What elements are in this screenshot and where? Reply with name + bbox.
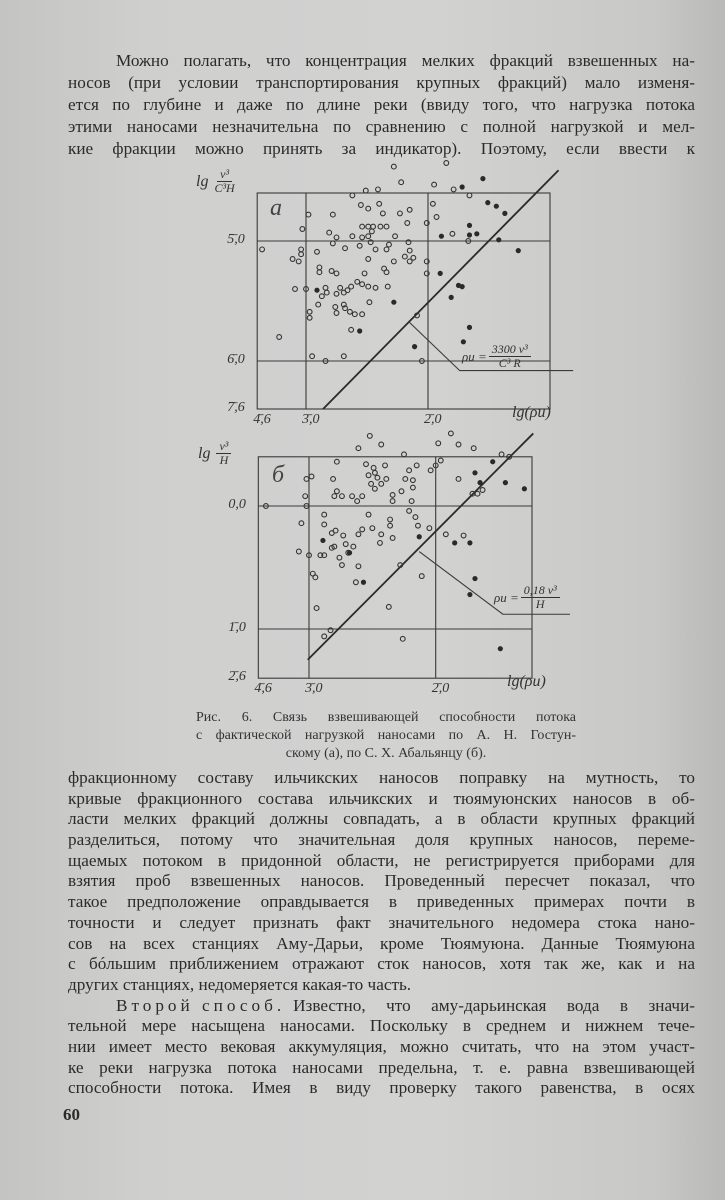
x-tick-label: 4̄,6 xyxy=(253,412,271,427)
y-label-numerator: v³ xyxy=(216,440,231,454)
text-line: щаемых потоком в придонной области, не регистрируется приборами для xyxy=(68,850,695,870)
data-point-open xyxy=(313,575,318,580)
text-line: нии имеет место вековая аккумуляция, можно считать, что на этом участ- xyxy=(68,1036,695,1056)
data-point-open xyxy=(461,533,466,538)
data-point-open xyxy=(296,549,301,554)
data-point-open xyxy=(409,499,414,504)
data-point-open xyxy=(337,555,342,560)
data-point-open xyxy=(390,493,395,498)
data-point-filled xyxy=(498,646,503,651)
equation-denominator: C³ R xyxy=(498,356,521,370)
text-line: разделиться, потому что значительная доля крупных наносов, переме- xyxy=(68,830,695,850)
figure-caption xyxy=(196,709,576,763)
data-point-open xyxy=(407,468,412,473)
data-point-open xyxy=(410,485,415,490)
data-point-open xyxy=(309,474,314,479)
equation-numerator: 3300 v³ xyxy=(489,343,531,357)
text-line: ется по глубине и даже по длине реки (ввиду того, что нагрузка потока xyxy=(68,95,695,114)
text-line: ласти мелких фракций должны совпадать, а в области крупных фракций xyxy=(68,809,695,829)
data-point-filled xyxy=(472,576,477,581)
data-point-open xyxy=(400,636,405,641)
data-point-open xyxy=(379,481,384,486)
y-label-numerator: v³ xyxy=(217,168,232,182)
data-point-filled xyxy=(452,540,457,545)
data-point-open xyxy=(375,475,380,480)
section-lead: Второй способ. xyxy=(116,995,286,1015)
data-point-filled xyxy=(490,459,495,464)
data-point-filled xyxy=(472,470,477,475)
data-point-open xyxy=(329,531,334,536)
data-point-open xyxy=(314,606,319,611)
data-point-open xyxy=(436,441,441,446)
data-point-open xyxy=(410,478,415,483)
data-point-open xyxy=(334,459,339,464)
data-point-filled xyxy=(522,486,527,491)
data-point-open xyxy=(413,515,418,520)
data-point-open xyxy=(322,634,327,639)
text-fragment: Известно, что аму-дарьинская вода в значи- xyxy=(293,995,695,1015)
data-point-open xyxy=(456,442,461,447)
equation-numerator: 0,18 v³ xyxy=(521,584,560,598)
x-tick-label: 2̄,0 xyxy=(424,412,442,427)
data-point-open xyxy=(384,477,389,482)
text-line: точности и следует признать факт значительного недомера стока нано- xyxy=(68,912,695,932)
y-tick-label: 5̄,0 xyxy=(227,232,245,247)
data-point-open xyxy=(403,477,408,482)
data-point-open xyxy=(390,536,395,541)
data-point-open xyxy=(407,509,412,514)
x-tick-label: 4̄,6 xyxy=(254,681,272,697)
body-paragraph xyxy=(68,768,695,1099)
data-point-open xyxy=(343,542,348,547)
data-point-open xyxy=(372,486,377,491)
y-tick-label: 1̄,0 xyxy=(228,620,246,635)
data-point-open xyxy=(390,499,395,504)
data-point-open xyxy=(388,523,393,528)
text-line: с бóльшим приближением отражают сток наносов, хотя так же, как и на xyxy=(68,954,695,974)
text-line xyxy=(68,996,695,1017)
data-point-filled xyxy=(467,540,472,545)
data-point-open xyxy=(456,477,461,482)
data-point-open xyxy=(383,463,388,468)
data-point-open xyxy=(428,468,433,473)
data-point-open xyxy=(356,446,361,451)
data-point-open xyxy=(419,574,424,579)
data-point-filled xyxy=(477,480,482,485)
data-point-open xyxy=(388,517,393,522)
page-number: 60 xyxy=(63,1105,80,1124)
y-label-prefix: lg xyxy=(196,172,209,190)
data-point-open xyxy=(386,604,391,609)
text-line: такое предположение оправдывается в приведенных примерах почти в xyxy=(68,892,695,912)
data-point-open xyxy=(449,431,454,436)
data-point-open xyxy=(443,532,448,537)
data-point-open xyxy=(366,512,371,517)
chart-b-equation xyxy=(494,584,560,611)
data-point-open xyxy=(299,521,304,526)
data-point-filled xyxy=(467,592,472,597)
text-line: других станциях, недомеряется какая-то часть. xyxy=(68,974,412,994)
data-point-open xyxy=(370,526,375,531)
data-point-open xyxy=(341,533,346,538)
text-line: этими наносами незначительна по сравнению с полной нагрузкой и мел- xyxy=(68,117,695,136)
data-point-open xyxy=(427,526,432,531)
data-point-filled xyxy=(347,550,352,555)
caption-line: Рис. 6. Связь взвешивающей способности потока xyxy=(196,710,576,725)
data-point-open xyxy=(371,465,376,470)
plot-frame xyxy=(258,457,532,678)
data-point-filled xyxy=(320,538,325,543)
equation-fraction xyxy=(521,584,560,611)
text-line: взятия проб взвешенных наносов. Проведенный пересчет показал, что xyxy=(68,871,695,891)
x-tick-label: 2̄,0 xyxy=(431,681,450,697)
data-point-open xyxy=(356,532,361,537)
y-label-denominator: H xyxy=(219,453,229,467)
data-point-open xyxy=(475,491,480,496)
data-point-open xyxy=(322,512,327,517)
text-line: Можно полагать, что концентрация мелких фракций взвешенных на- xyxy=(116,51,695,70)
data-point-open xyxy=(350,494,355,499)
text-line: ке реки нагрузка потока наносами предельна, т. е. равна взвешивающей xyxy=(68,1057,695,1077)
data-point-open xyxy=(340,494,345,499)
data-point-open xyxy=(332,494,337,499)
data-point-open xyxy=(322,522,327,527)
data-point-open xyxy=(369,481,374,486)
y-label-fraction xyxy=(216,440,231,467)
data-point-open xyxy=(499,452,504,457)
text-line: кривые фракционного состава ильчикских и тюямуюнских наносов в об- xyxy=(68,788,695,808)
data-point-open xyxy=(331,477,336,482)
data-point-open xyxy=(416,523,421,528)
x-tick-label: 3̄,0 xyxy=(305,681,323,697)
text-line: сов на всех станциях Аму-Дарьи, кроме Тюямуюна. Данные Тюямуюна xyxy=(68,933,695,953)
data-point-open xyxy=(356,564,361,569)
data-point-open xyxy=(353,580,358,585)
y-tick-label: 6̄,0 xyxy=(227,352,245,367)
data-point-open xyxy=(367,433,372,438)
text-line: фракционному составу ильчикских наносов поправку на мутность, то xyxy=(68,768,695,787)
equation-denominator: H xyxy=(535,597,545,611)
equation-lhs: ρu = xyxy=(494,589,519,605)
data-point-open xyxy=(480,488,485,493)
chart-a-x-axis-label: lg(ρu) xyxy=(512,404,551,421)
chart-b-y-axis-label xyxy=(198,440,231,467)
data-point-open xyxy=(414,463,419,468)
data-point-open xyxy=(399,489,404,494)
y-tick-label: 0,0 xyxy=(228,497,246,512)
chart-b-x-axis-label: lg(ρu) xyxy=(507,673,546,690)
data-point-open xyxy=(340,563,345,568)
data-point-open xyxy=(364,462,369,467)
data-point-filled xyxy=(361,580,366,585)
text-line: тельной мере насыщена наносами. Поскольку в среднем и нижнем тече- xyxy=(68,1016,695,1036)
data-point-open xyxy=(372,470,377,475)
data-point-open xyxy=(379,532,384,537)
caption-line: с фактической нагрузкой наносами по А. Н. Гостун- xyxy=(196,728,576,743)
y-label-denominator: C³H xyxy=(214,181,235,195)
data-point-open xyxy=(334,489,339,494)
data-point-open xyxy=(366,473,371,478)
y-tick-label: 2̄,6 xyxy=(228,669,246,685)
data-point-open xyxy=(304,477,309,482)
data-point-open xyxy=(355,499,360,504)
equation-lhs: ρu = xyxy=(462,348,487,364)
chart-a-panel-letter: а xyxy=(270,195,282,221)
y-label-prefix: lg xyxy=(198,444,211,462)
data-point-open xyxy=(351,544,356,549)
data-point-filled xyxy=(503,480,508,485)
caption-line: скому (а), по С. Х. Абальянцу (б). xyxy=(285,746,487,761)
data-point-open xyxy=(438,458,443,463)
data-point-open xyxy=(303,494,308,499)
text-line: способности потока. Имея в виду проверку такого равенства, в осях xyxy=(68,1078,695,1098)
data-point-open xyxy=(378,541,383,546)
y-tick-label: 7̄,6 xyxy=(227,400,245,415)
x-tick-label: 3̄,0 xyxy=(302,412,320,427)
data-point-open xyxy=(402,452,407,457)
data-point-open xyxy=(360,527,365,532)
regression-line xyxy=(308,433,534,659)
data-point-open xyxy=(360,494,365,499)
data-point-open xyxy=(379,442,384,447)
data-point-filled xyxy=(417,534,422,539)
text-line: носов (при условии транспортирования крупных фракций) мало изменя- xyxy=(68,73,695,92)
chart-b-panel-letter: б xyxy=(272,462,285,488)
data-point-open xyxy=(471,446,476,451)
text-line: кие фракции можно принять за индикатор). Поэтому, если ввести к xyxy=(68,139,695,158)
